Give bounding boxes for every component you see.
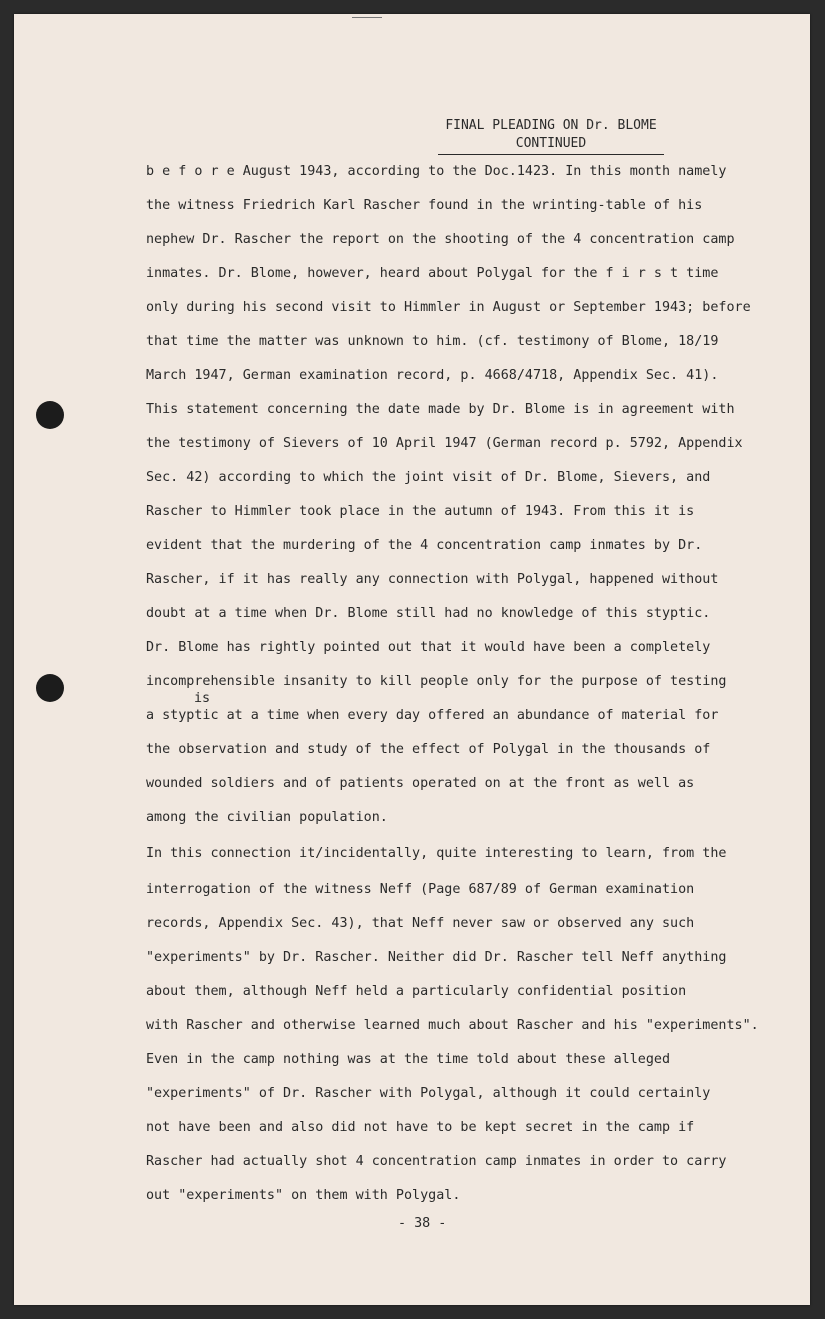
text-line: Rascher, if it has really any connection with Polygal, happened without — [146, 572, 719, 587]
text-line: among the civilian population. — [146, 810, 388, 825]
punch-hole-lower — [36, 674, 64, 702]
text-line: wounded soldiers and of patients operated on at the front as well as — [146, 776, 695, 791]
text-line: not have been and also did not have to be kept secret in the camp if — [146, 1120, 695, 1135]
text-line: interrogation of the witness Neff (Page 687/89 of German examination — [146, 882, 695, 897]
text-line: This statement concerning the date made by Dr. Blome is in agreement with — [146, 402, 735, 417]
text-line: March 1947, German examination record, p. 4668/4718, Appendix Sec. 41). — [146, 368, 719, 383]
text-line: with Rascher and otherwise learned much about Rascher and his "experiments". — [146, 1018, 759, 1033]
text-line: Rascher to Himmler took place in the autumn of 1943. From this it is — [146, 504, 695, 519]
document-header — [438, 117, 664, 155]
text-line: "experiments" by Dr. Rascher. Neither did Dr. Rascher tell Neff anything — [146, 950, 727, 965]
handwritten-insertion: is — [194, 691, 211, 706]
text-line: out "experiments" on them with Polygal. — [146, 1188, 461, 1203]
text-line: that time the matter was unknown to him. (cf. testimony of Blome, 18/19 — [146, 334, 719, 349]
punch-hole-upper — [36, 401, 64, 429]
text-line: the witness Friedrich Karl Rascher found in the wrinting-table of his — [146, 198, 703, 213]
text-line: only during his second visit to Himmler in August or September 1943; before — [146, 300, 751, 315]
text-line: In this connection it/incidentally, quite interesting to learn, from the — [146, 846, 727, 861]
text-line: the observation and study of the effect of Polygal in the thousands of — [146, 742, 711, 757]
page-number: - 38 - — [398, 1216, 447, 1231]
text-line: inmates. Dr. Blome, however, heard about Polygal for the f i r s t time — [146, 266, 719, 281]
text-line: about them, although Neff held a particularly confidential position — [146, 984, 687, 999]
document-page — [14, 14, 810, 1305]
text-line: Even in the camp nothing was at the time told about these alleged — [146, 1052, 671, 1067]
text-line: Rascher had actually shot 4 concentration camp inmates in order to carry — [146, 1154, 727, 1169]
text-line: incomprehensible insanity to kill people only for the purpose of testing — [146, 674, 727, 689]
text-line: records, Appendix Sec. 43), that Neff never saw or observed any such — [146, 916, 695, 931]
text-line: Sec. 42) according to which the joint visit of Dr. Blome, Sievers, and — [146, 470, 711, 485]
text-line: a styptic at a time when every day offered an abundance of material for — [146, 708, 719, 723]
text-line: "experiments" of Dr. Rascher with Polygal, although it could certainly — [146, 1086, 711, 1101]
header-title: FINAL PLEADING ON Dr. BLOME — [445, 118, 657, 133]
top-mark — [352, 17, 382, 18]
text-line: evident that the murdering of the 4 concentration camp inmates by Dr. — [146, 538, 703, 553]
text-line: Dr. Blome has rightly pointed out that it would have been a completely — [146, 640, 711, 655]
text-line: b e f o r e August 1943, according to the Doc.1423. In this month namely — [146, 164, 727, 179]
text-line: nephew Dr. Rascher the report on the shooting of the 4 concentration camp — [146, 232, 735, 247]
header-continued: CONTINUED — [438, 135, 664, 155]
text-line: doubt at a time when Dr. Blome still had no knowledge of this styptic. — [146, 606, 711, 621]
text-line: the testimony of Sievers of 10 April 1947 (German record p. 5792, Appendix — [146, 436, 743, 451]
